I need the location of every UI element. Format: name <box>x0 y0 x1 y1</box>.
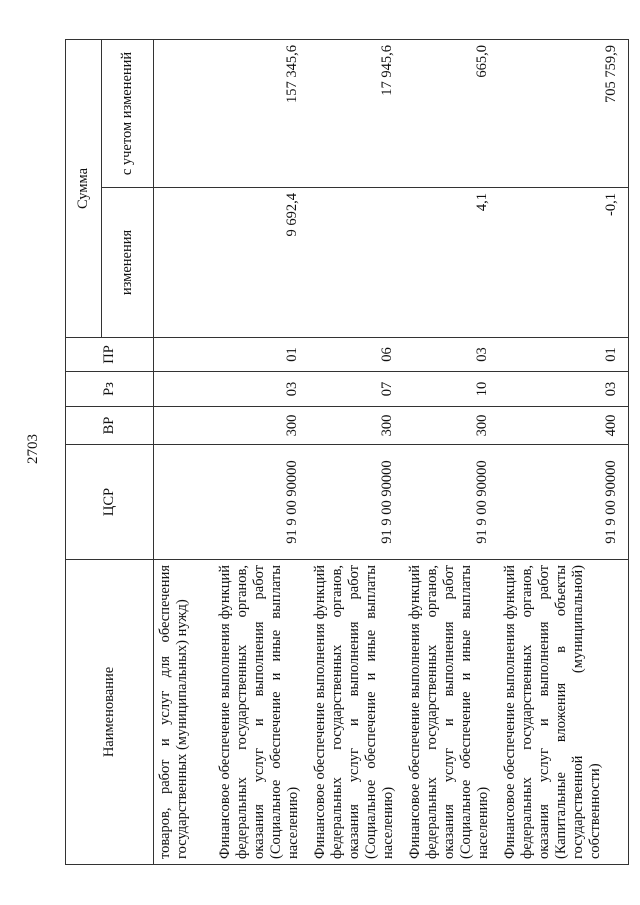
row-name: Финансовое обеспечение выполнения функций федеральных государственных органов, оказания услуг и выполнения работ (Социальное обеспечение и иные выплаты населению) <box>309 560 404 865</box>
page-number: 2703 <box>25 434 41 464</box>
header-rz: Рз <box>66 372 154 407</box>
row-pr: 01 <box>499 338 629 372</box>
row-rz: 07 <box>309 372 404 407</box>
row-changes: -0,1 <box>499 188 629 338</box>
header-changes: изменения <box>102 188 154 338</box>
row-name: товаров, работ и услуг для обеспечения государственных (муниципальных) нужд) <box>154 560 214 865</box>
header-csr: ЦСР <box>66 445 154 560</box>
table-row <box>214 40 309 865</box>
row-csr <box>154 445 214 560</box>
row-with-changes: 17 945,6 <box>309 40 404 188</box>
row-changes: 9 692,4 <box>214 188 309 338</box>
row-changes: 4,1 <box>404 188 499 338</box>
table-row <box>404 40 499 865</box>
rotated-page <box>65 40 620 865</box>
row-changes <box>309 188 404 338</box>
row-name: Финансовое обеспечение выполнения функций федеральных государственных органов, оказания услуг и выполнения работ (Социальное обеспечение и иные выплаты населению) <box>214 560 309 865</box>
row-rz <box>154 372 214 407</box>
table-row <box>154 40 214 865</box>
row-vr: 300 <box>404 407 499 445</box>
header-sum: Сумма <box>66 40 102 338</box>
row-with-changes: 665,0 <box>404 40 499 188</box>
row-name: Финансовое обеспечение выполнения функций федеральных государственных органов, оказания услуг и выполнения работ (Социальное обеспечение и иные выплаты населению) <box>404 560 499 865</box>
header-name: Наименование <box>66 560 154 865</box>
header-pr: ПР <box>66 338 154 372</box>
row-csr: 91 9 00 90000 <box>499 445 629 560</box>
row-pr <box>154 338 214 372</box>
row-csr: 91 9 00 90000 <box>404 445 499 560</box>
budget-table <box>65 39 629 865</box>
row-name: Финансовое обеспечение выполнения функций федеральных государственных органов, оказания услуг и выполнения работ (Капитальные вложения в объекты государственной (муниципальной) собственности) <box>499 560 629 865</box>
row-vr: 400 <box>499 407 629 445</box>
row-with-changes <box>154 40 214 188</box>
header-vr: ВР <box>66 407 154 445</box>
table-row <box>499 40 629 865</box>
row-csr: 91 9 00 90000 <box>309 445 404 560</box>
row-with-changes: 157 345,6 <box>214 40 309 188</box>
row-csr: 91 9 00 90000 <box>214 445 309 560</box>
row-pr: 03 <box>404 338 499 372</box>
row-vr: 300 <box>214 407 309 445</box>
row-vr <box>154 407 214 445</box>
row-pr: 01 <box>214 338 309 372</box>
row-changes <box>154 188 214 338</box>
header-with-changes: с учетом изменений <box>102 40 154 188</box>
row-rz: 03 <box>499 372 629 407</box>
table-row <box>309 40 404 865</box>
row-pr: 06 <box>309 338 404 372</box>
row-vr: 300 <box>309 407 404 445</box>
row-rz: 10 <box>404 372 499 407</box>
row-with-changes: 705 759,9 <box>499 40 629 188</box>
row-rz: 03 <box>214 372 309 407</box>
